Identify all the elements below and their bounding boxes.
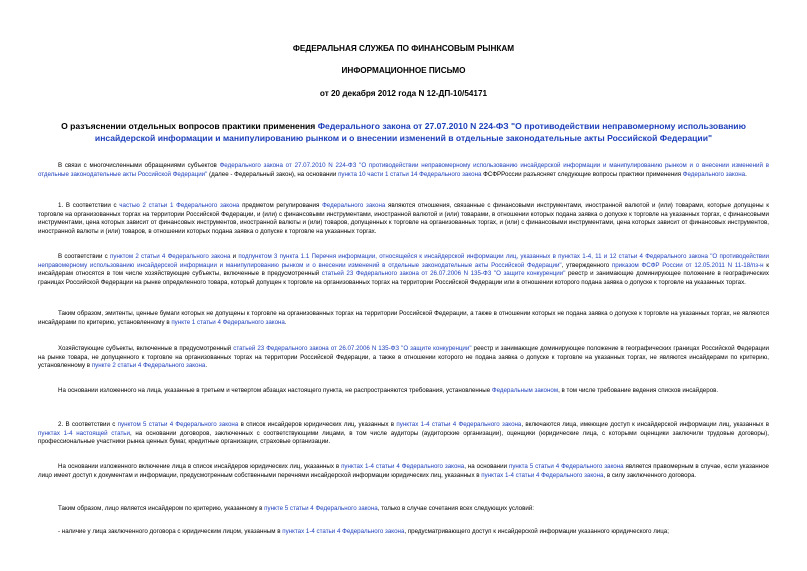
law-link[interactable]: пункта 10 части 1 статьи 14 Федерального закона xyxy=(338,170,482,178)
paragraph-text: В соответствии с xyxy=(58,253,111,260)
paragraph-text: . xyxy=(205,362,208,369)
law-link[interactable]: пункте 2 статьи 4 Федерального закона xyxy=(91,362,206,369)
law-link[interactable]: статьей 23 Федерального закона от 26.07.2006 N 135-ФЗ "О защите конкуренции" xyxy=(321,270,566,277)
paragraph-text: реестр и занимающие доминирующее положение в географических границах Российской Федерации на рынке товара, не допущенного к торговле на организованных торгах на территории Российской Федерации, а также в отношении которого не подана заявка о допуске к торговле на указанных торгах, не являются инсайдерами по критерию, установленному в xyxy=(38,345,769,369)
law-link[interactable]: пункте 1 статьи 4 Федерального закона xyxy=(171,318,285,326)
paragraph-text: , на основании xyxy=(464,463,509,470)
document-subject xyxy=(40,120,767,144)
law-link[interactable]: подпунктом 3 пункта 1.1 Перечня информации, относящейся к инсайдерской информации лиц, указанных в пунктах 1-4, 11 и 12 статьи 4 Федерального закона "О противодействии неправомерному использованию инсайдерской информации и манипулированию рынком и о внесении изменений в отдельные законодательные акты Российской Федерации" xyxy=(38,253,770,269)
paragraph-text: - наличие у лица заключенного договора с юридическим лицом, указанным в xyxy=(58,528,283,535)
paragraph-text: На основании изложенного на лица, указанные в третьем и четвертом абзацах настоящего пункта, не распространяются требования, установленные xyxy=(58,387,492,394)
law-link[interactable]: Федерального закона xyxy=(682,170,746,178)
law-link[interactable]: пунктах 1-4 настоящей статьи xyxy=(38,429,130,437)
law-link[interactable]: пунктом 2 статьи 4 Федерального закона xyxy=(110,253,231,260)
law-link[interactable]: пункте 5 статьи 4 Федерального закона xyxy=(264,505,378,512)
paragraph-text: , предусматривающего доступ к инсайдерской информации указанного юридического лица; xyxy=(404,528,669,535)
law-link[interactable]: пунктах 1-4 статьи 4 Федерального закона xyxy=(341,463,465,470)
paragraph-text: , на основании договоров, заключенных с соответствующими лицами, в том числе аудиторы (аудиторские организации), оценщики (юридические лица, с которыми оценщики заключили трудовые договоры), профессиональные участники рынка ценных бумаг, кредитные организации, страховые организации. xyxy=(38,429,769,445)
paragraph-text: , в силу заключенного договора. xyxy=(603,471,697,479)
subject-law-link[interactable]: Федерального закона от 27.07.2010 N 224-ФЗ "О противодействии неправомерному использованию инсайдерской информации и манипулированию рынком и о внесении изменений в отдельные законодательные акты Российской Федерации" xyxy=(94,121,746,143)
paragraph-2 xyxy=(38,421,769,447)
paragraph-text: 2. В соответствии с xyxy=(58,421,118,428)
paragraph-text: является правомерным в случае, если указанное лицо имеет доступ к документам и информации, предусмотренным собственными перечнями инсайдерской информации юридических лиц, указанных в xyxy=(38,463,769,479)
law-link[interactable]: пунктом 5 статьи 4 Федерального закона xyxy=(117,421,239,428)
paragraph-1-4 xyxy=(38,345,769,371)
law-link[interactable]: Федеральным законом xyxy=(491,387,559,394)
document-type: ИНФОРМАЦИОННОЕ ПИСЬМО xyxy=(341,66,466,75)
subject-prefix: О разъяснении отдельных вопросов практики применения xyxy=(61,121,318,131)
law-link[interactable]: статьей 23 Федерального закона от 26.07.2006 N 135-ФЗ "О защите конкуренции" xyxy=(233,345,472,352)
paragraph-text: в список инсайдеров юридических лиц, указанных в xyxy=(238,421,397,428)
paragraph-text: предметом регулирования xyxy=(239,202,323,209)
paragraph-text: Таким образом, лицо является инсайдером по критерию, указанному в xyxy=(58,505,265,512)
document-date-number: от 20 декабря 2012 года N 12-ДП-10/54171 xyxy=(319,89,488,98)
paragraph-text: 1. В соответствии с xyxy=(58,202,120,209)
paragraph-text: являются отношения, связанные с финансовыми инструментами, иностранной валютой и (или) товарами, которые допущены к торговле на организованных торгах на территории Российской Федерации, и (или) с финансовыми инструментами, иностранной валютой и (или) товарами, в отношении которых подана заявка о допуске к торговле на указанных торгах, с финансовыми инструментами, цена которых зависит от финансовых инструментов, иностранной валюты и (или) товаров, допущенных к торговле на организованных торгах, и (или) с финансовыми инструментами, цена которых зависит от финансовых инструментов, иностранной валюты и (или) товаров, в отношении которых подана заявка о допуске к торговле на указанных торгах. xyxy=(38,202,769,235)
paragraph-1-3 xyxy=(38,310,769,327)
paragraph-text: , утвержденного xyxy=(561,261,612,269)
paragraph-text: и xyxy=(230,253,239,260)
law-link[interactable]: частью 2 статьи 1 Федерального закона xyxy=(119,202,240,209)
paragraph-1 xyxy=(38,202,769,236)
paragraph-text: . xyxy=(745,170,747,178)
paragraph-text: к инсайдерам относятся в том числе хозяйствующие субъекты, включенные в предусмотренный xyxy=(38,261,769,277)
paragraph-1-2 xyxy=(38,253,769,287)
paragraph-text: , только в случае сочетания всех следующих условий: xyxy=(377,505,535,512)
paragraph-2-3 xyxy=(38,505,769,514)
law-link[interactable]: пунктах 1-4 статьи 4 Федерального закона xyxy=(481,471,604,479)
paragraph-intro xyxy=(38,162,769,179)
paragraph-text: На основании изложенного включение лица в список инсайдеров юридических лиц, указанных в xyxy=(58,463,342,470)
paragraph-2-2 xyxy=(38,463,769,480)
law-link[interactable]: Федерального закона от 27.07.2010 N 224-ФЗ "О противодействии неправомерному использованию инсайдерской информации и манипулированию рынком и о внесении изменений в отдельные законодательные акты Российской Федерации" xyxy=(38,162,769,178)
paragraph-text: реестр и занимающие доминирующее положение в географических границах Российской Федерации на рынке определенного товара, который допущен к торговле на организованных торгах на территории Российской Федерации или в отношении которого подана заявка о допуске к торговле на указанных торгах. xyxy=(38,270,769,286)
paragraph-2-4 xyxy=(38,528,769,537)
paragraph-text: , в том числе требование ведения списков инсайдеров. xyxy=(558,387,719,394)
law-link[interactable]: пунктах 1-4 статьи 4 Федерального закона xyxy=(282,528,405,535)
paragraph-1-5 xyxy=(38,387,769,396)
law-link[interactable]: пунктах 1-4 статьи 4 Федерального закона xyxy=(396,421,522,428)
law-link[interactable]: Федерального закона xyxy=(322,202,386,209)
paragraph-text: (далее - Федеральный закон), на основании xyxy=(207,170,339,178)
agency-title: ФЕДЕРАЛЬНАЯ СЛУЖБА ПО ФИНАНСОВЫМ РЫНКАМ xyxy=(292,44,515,53)
law-link[interactable]: приказом ФСФР России от 12.05.2011 N 11-18/пз-н xyxy=(611,261,764,269)
paragraph-text: Таким образом, эмитенты, ценные бумаги которых не допущены к торговле на организованных торгах на территории Российской Федерации, а также в отношении которых не подана заявка о допуске к торговле на указанных торгах, не являются инсайдерами по критерию, установленному в xyxy=(38,310,769,326)
paragraph-text: ФСФРРоссии разъясняет следующие вопросы практики применения xyxy=(481,170,683,178)
paragraph-text: Хозяйствующие субъекты, включенные в предусмотренный xyxy=(58,345,234,352)
paragraph-text: В связи с многочисленными обращениями субъектов xyxy=(58,162,220,169)
paragraph-text: , включаются лица, имеющие доступ к инсайдерской информации лиц, указанных в xyxy=(521,421,769,428)
paragraph-text: . xyxy=(284,318,287,326)
law-link[interactable]: пункта 5 статьи 4 Федерального закона xyxy=(508,463,624,470)
